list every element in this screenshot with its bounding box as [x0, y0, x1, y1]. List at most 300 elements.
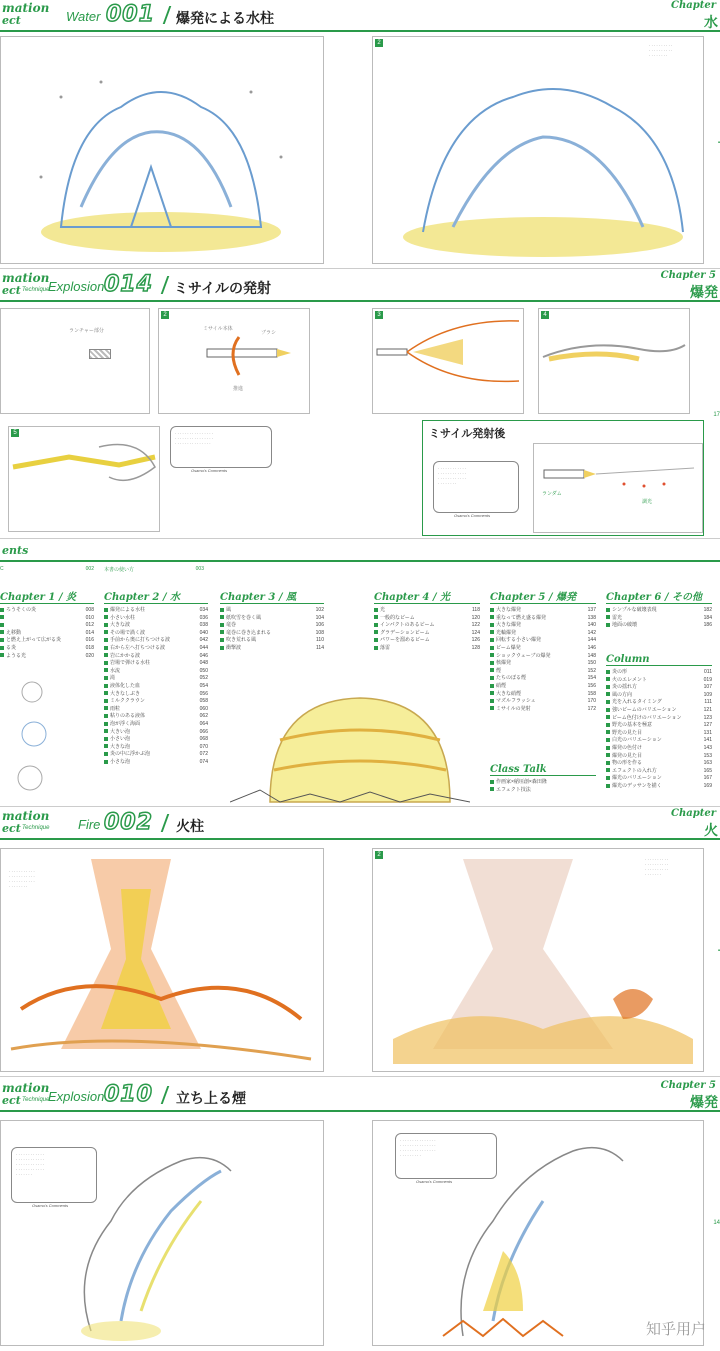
- bullet-icon: [104, 646, 108, 650]
- comments-label: Osamu's Comments: [454, 513, 491, 518]
- toc-entry-title: マズルフラッシュ: [496, 698, 536, 705]
- bullet-icon: [606, 738, 610, 742]
- toc-entry-title: 衝撃波: [226, 644, 242, 651]
- toc-entry-page: 170: [587, 698, 596, 705]
- toc-entry: [0, 637, 94, 645]
- category-label: Fire: [78, 817, 101, 832]
- missile-smoke-sketch: [539, 309, 689, 413]
- header-divider: [161, 1086, 170, 1104]
- toc-entry: [606, 669, 712, 677]
- toc-entry-page: 158: [587, 690, 596, 697]
- bullet-icon: [606, 730, 610, 734]
- toc-entry: [104, 668, 208, 676]
- toc-entry-title: 大きな波: [110, 622, 131, 629]
- toc-chapter-list: [220, 607, 324, 653]
- toc-entry: [490, 675, 596, 683]
- toc-entry-page: 140: [587, 622, 596, 629]
- toc-entry-page: 120: [471, 614, 480, 621]
- smoke-panel-2: [372, 1120, 704, 1346]
- bullet-icon: [104, 737, 108, 741]
- toc-entry-title: ようる光: [6, 652, 27, 659]
- toc-entry-page: 054: [199, 682, 208, 689]
- toc-entry-title: 光を入れるタイミング: [612, 699, 662, 706]
- bullet-icon: [606, 746, 610, 750]
- panel-label: ミサイル本体: [203, 326, 233, 332]
- missile-burst-sketch: [9, 427, 159, 531]
- toc-entry-page: 167: [703, 775, 712, 782]
- toc-entry-page: 118: [472, 607, 480, 613]
- toc-entry: [104, 683, 208, 691]
- toc-entry-page: 070: [199, 743, 208, 750]
- toc-entry-page: 146: [587, 644, 596, 651]
- toc-entry-title: その場で渦く波: [110, 629, 146, 636]
- chapter-label: Chapter: [671, 0, 716, 11]
- missile-panel-4: [538, 308, 690, 414]
- bullet-icon: [606, 761, 610, 765]
- bullet-icon: [490, 661, 494, 665]
- header-divider: [161, 814, 170, 832]
- panel-number: 5: [11, 429, 19, 437]
- toc-chapter-heading: Chapter 4 / 光: [374, 588, 480, 604]
- bullet-icon: [104, 608, 108, 612]
- bullet-icon: [220, 630, 224, 634]
- toc-chapter-heading: Chapter 6 / その他: [606, 588, 712, 604]
- toc-entry: [104, 675, 208, 683]
- bullet-icon: [220, 608, 224, 612]
- toc-entry: [606, 699, 712, 707]
- toc-entry-title: 吹き荒れる風: [226, 637, 257, 644]
- toc-entry-title: 白光のバリエーション: [612, 737, 662, 744]
- toc-chapter-heading: Chapter 1 / 炎: [0, 588, 94, 604]
- toc-entry-title: エフェクトの入れ方: [612, 767, 657, 774]
- bullet-icon: [374, 638, 378, 642]
- launcher-sketch: [89, 349, 111, 359]
- bullet-icon: [104, 653, 108, 657]
- bullet-icon: [374, 630, 378, 634]
- toc-entry-page: 128: [471, 644, 480, 651]
- missile-trail-sketch: [373, 309, 523, 413]
- toc-columns: [606, 654, 712, 791]
- explosion-dome-illustration: [230, 690, 470, 806]
- toc-entry-page: 010: [85, 614, 94, 621]
- toc-entry: [490, 622, 596, 630]
- toc-entry-title: 爆発の見た目: [612, 752, 643, 759]
- bullet-icon: [490, 787, 494, 791]
- entry-title: 立ち上る煙: [176, 1091, 246, 1107]
- bullet-icon: [220, 638, 224, 642]
- toc-howto-title: 本書の使い方: [104, 567, 135, 573]
- bullet-icon: [0, 608, 4, 612]
- watermark: 知乎用户: [645, 1320, 706, 1338]
- toc-entry-page: 104: [315, 614, 324, 621]
- toc-entry-page: 138: [587, 614, 596, 621]
- brand-line1: ents: [2, 544, 29, 557]
- bullet-icon: [0, 646, 4, 650]
- toc-entry-title: 落雷: [380, 644, 391, 651]
- toc-class-talk-heading: Class Talk: [490, 764, 596, 776]
- toc-entry-title: ビーム爆発: [496, 644, 521, 651]
- toc-entry-page: 150: [587, 660, 596, 667]
- toc-entry-page: 074: [199, 758, 208, 765]
- bullet-icon: [490, 638, 494, 642]
- toc-entry-title: 爆光のデッサンを描く: [612, 782, 662, 789]
- toc-entry-page: 038: [199, 622, 208, 629]
- comment-text: · · · · · · · · · · · · · · · · · · · · · · · · · · · · · · · · · · · · · · · · · · · ·: [438, 466, 467, 486]
- toc-entry-page: 143: [703, 744, 712, 751]
- toc-columns-heading: Column: [606, 654, 712, 666]
- bullet-icon: [104, 615, 108, 619]
- toc-entry-page: 011: [704, 669, 712, 675]
- chapter-label: Chapter 5: [660, 1080, 716, 1091]
- category-label: Explosion: [48, 279, 105, 294]
- missile-panel-1: [0, 308, 150, 414]
- toc-entry-page: 064: [199, 720, 208, 727]
- chapter-subject: 爆発: [690, 1095, 718, 1111]
- missile-panel-5: [8, 426, 160, 532]
- bullet-icon: [606, 776, 610, 780]
- toc-entry: [0, 607, 94, 615]
- missile-panel-2: [158, 308, 310, 414]
- toc-entry-title: 岩にかかる波: [110, 652, 141, 659]
- toc-entry-page: 142: [587, 629, 596, 636]
- bullet-icon: [104, 752, 108, 756]
- bullet-icon: [606, 723, 610, 727]
- toc-top-mid: [104, 566, 204, 573]
- toc-entry-page: 102: [315, 607, 324, 613]
- toc-entry: [104, 637, 208, 645]
- drawing-panel-2: [372, 36, 704, 264]
- toc-entry-title: 光輪爆発: [496, 629, 517, 636]
- toc-entry: [490, 691, 596, 699]
- toc-entry-title: 重なって燃え盛る爆発: [496, 614, 547, 621]
- toc-entry: [606, 737, 712, 745]
- toc-entry-title: え移動: [6, 629, 22, 636]
- toc-entry: [490, 698, 596, 706]
- toc-entry-page: 068: [199, 736, 208, 743]
- toc-entry: [374, 607, 480, 615]
- page-marker: ▪: [717, 140, 720, 146]
- page-number: 17: [713, 412, 720, 418]
- bullet-icon: [374, 608, 378, 612]
- spread-contents: [0, 540, 720, 807]
- entry-number: 010: [104, 1082, 153, 1107]
- comment-bubble: [395, 1133, 497, 1184]
- toc-entry: [104, 736, 208, 744]
- toc-chapter-list: [606, 607, 712, 630]
- comment-text: · · · · · · · · · · · · · · · · · · · · · · · · · · · · · · · · · · · · · · · · · · · · · · · · · · · · · · ·: [16, 1152, 45, 1177]
- toc-entry-title: 核爆発: [496, 660, 512, 667]
- bullet-icon: [490, 653, 494, 657]
- spread-water-001: [0, 0, 720, 269]
- toc-chapter-6: [606, 588, 712, 630]
- spread-header: [0, 0, 720, 32]
- toc-entry-page: 042: [199, 637, 208, 644]
- bullet-icon: [0, 638, 4, 642]
- toc-entry-title: 大きい泡: [110, 728, 131, 735]
- bullet-icon: [0, 623, 4, 627]
- toc-entry-title: 光: [380, 607, 386, 613]
- toc-entry: [606, 684, 712, 692]
- toc-entry-title: 竜巻: [226, 622, 237, 629]
- toc-entry-title: 手前から奥に打ちつける波: [110, 637, 170, 644]
- bullet-icon: [220, 615, 224, 619]
- toc-entry-page: 127: [703, 722, 712, 729]
- chapter-subject: 火: [704, 823, 718, 839]
- bullet-icon: [606, 692, 610, 696]
- bullet-icon: [104, 699, 108, 703]
- bullet-icon: [490, 706, 494, 710]
- toc-entry-page: 184: [703, 614, 712, 621]
- bullet-icon: [104, 676, 108, 680]
- comment-bubble: [170, 426, 272, 473]
- bullet-icon: [104, 623, 108, 627]
- brand-line1: mation: [2, 271, 50, 285]
- toc-entry-page: 172: [587, 705, 596, 712]
- toc-entry-page: 121: [703, 706, 712, 713]
- bullet-icon: [104, 760, 108, 764]
- toc-entry-title: 大きなしぶき: [110, 690, 141, 697]
- header-divider: [163, 6, 172, 24]
- toc-chapter-2: [104, 588, 208, 766]
- toc-entry-page: 062: [199, 713, 208, 720]
- smoke-puffs-illustration: [10, 678, 60, 804]
- inset-title: ミサイル発射後: [429, 427, 506, 440]
- toc-entry-page: 048: [199, 660, 208, 667]
- bullet-icon: [104, 638, 108, 642]
- toc-entry-title: シンプルな破壊表現: [612, 607, 657, 613]
- toc-class-talk: [490, 764, 596, 794]
- bullet-icon: [606, 623, 610, 627]
- toc-chapter-list: [0, 607, 94, 660]
- missile-sketch: [159, 309, 309, 413]
- toc-entry: [104, 607, 208, 615]
- comments-label: Osamu's Comments: [32, 1203, 69, 1208]
- toc-entry: [490, 645, 596, 653]
- fire-column-drawing-2: [373, 849, 703, 1071]
- bullet-icon: [606, 670, 610, 674]
- bullet-icon: [606, 768, 610, 772]
- toc-entry: [606, 760, 712, 768]
- toc-entry-title: 野光の見た目: [612, 729, 643, 736]
- toc-entry-title: 地面の破壊: [612, 622, 638, 629]
- toc-entry-page: 072: [199, 751, 208, 758]
- brand-line2: ect: [2, 14, 21, 27]
- toc-entry-title: ろうそくの炎: [6, 607, 37, 613]
- technique-label: Technique: [22, 1097, 50, 1103]
- toc-entry-title: たちのぼる煙: [496, 675, 527, 682]
- toc-class-talk-list: [490, 779, 596, 794]
- water-column-drawing-2: [373, 37, 703, 263]
- toc-entry-title: 爆光のバリエーション: [612, 775, 662, 782]
- bullet-icon: [606, 685, 610, 689]
- bullet-icon: [606, 677, 610, 681]
- bullet-icon: [606, 715, 610, 719]
- toc-entry-title: インパクトのあるビーム: [380, 622, 435, 629]
- toc-entry-page: 114: [316, 644, 324, 651]
- category-label: Water: [66, 9, 101, 24]
- toc-entry: [606, 722, 712, 730]
- toc-entry: [220, 622, 324, 630]
- toc-entry-title: 大きな爆発: [496, 622, 522, 629]
- panel-label: ランチャー部分: [69, 328, 104, 334]
- toc-entry-page: 163: [703, 760, 712, 767]
- toc-entry-title: 硝煙: [496, 682, 507, 689]
- toc-entry: [104, 721, 208, 729]
- toc-entry-page: 141: [703, 737, 712, 744]
- toc-entry-title: 爆発による水柱: [110, 607, 146, 613]
- toc-entry-title: 粘りのある液体: [110, 713, 146, 720]
- toc-entry-page: 036: [199, 614, 208, 621]
- toc-entry: [606, 745, 712, 753]
- spread-header: [0, 1080, 720, 1112]
- page-marker: ▪: [717, 948, 720, 954]
- toc-entry: [104, 691, 208, 699]
- toc-entry: [490, 683, 596, 691]
- inset-comment-bubble: [433, 461, 519, 518]
- toc-entry: [104, 645, 208, 653]
- toc-entry-page: 018: [85, 644, 94, 651]
- toc-entry-page: 156: [587, 682, 596, 689]
- bullet-icon: [0, 630, 4, 634]
- toc-entry: [374, 615, 480, 623]
- toc-entry-page: 046: [199, 652, 208, 659]
- toc-entry-title: 竜巻に巻き込まれる: [226, 629, 272, 636]
- bullet-icon: [490, 780, 494, 784]
- toc-chapter-4: [374, 588, 480, 653]
- toc-chapter-heading: Chapter 3 / 風: [220, 588, 324, 604]
- bullet-icon: [490, 699, 494, 703]
- toc-entry-page: 131: [703, 729, 712, 736]
- toc-entry: [104, 660, 208, 668]
- panel-number: 2: [161, 311, 169, 319]
- bullet-icon: [490, 608, 494, 612]
- toc-entry: [490, 660, 596, 668]
- bullet-icon: [220, 646, 224, 650]
- drawing-panel-1: [0, 36, 324, 264]
- toc-entry: [220, 645, 324, 653]
- comment-bubble: [11, 1147, 97, 1208]
- toc-entry-page: 058: [199, 698, 208, 705]
- toc-intro-title: C: [0, 566, 4, 572]
- panel-note: · · · · · · · · · · · · · · · · · · · · · · · · · · · · · · · · · · · · · · · · ·: [9, 869, 35, 889]
- toc-entry-page: 014: [85, 629, 94, 636]
- toc-entry-title: 雷光: [612, 614, 623, 621]
- toc-chapter-1: [0, 588, 94, 660]
- bullet-icon: [104, 691, 108, 695]
- toc-entry-page: 137: [587, 607, 596, 613]
- toc-entry: [104, 759, 208, 767]
- toc-entry-title: 水流: [110, 667, 121, 674]
- toc-entry: [606, 607, 712, 615]
- technique-label: Technique: [22, 825, 50, 831]
- panel-number: 4: [541, 311, 549, 319]
- toc-entry-title: 大きな硝煙: [496, 690, 522, 697]
- bullet-icon: [104, 630, 108, 634]
- panel-number: 2: [375, 39, 383, 47]
- toc-entry-title: エフェクト技法: [496, 786, 531, 793]
- toc-entry-page: 148: [587, 652, 596, 659]
- toc-chapter-list: [374, 607, 480, 653]
- bullet-icon: [490, 668, 494, 672]
- toc-entry: [374, 645, 480, 653]
- toc-entry-title: 岩場で弾ける水柱: [110, 660, 151, 667]
- comments-label: Osamu's Comments: [416, 1179, 453, 1184]
- toc-columns-list: [606, 669, 712, 791]
- spread-fire-002: [0, 808, 720, 1077]
- toc-entry: [606, 707, 712, 715]
- panel-number: 2: [375, 851, 383, 859]
- toc-entry: [374, 637, 480, 645]
- spread-header: [0, 808, 720, 840]
- toc-entry: [606, 783, 712, 791]
- brand-line1: mation: [2, 809, 50, 823]
- bullet-icon: [104, 668, 108, 672]
- entry-title: ミサイルの発射: [174, 281, 272, 297]
- water-column-drawing: [1, 37, 323, 263]
- bullet-icon: [606, 615, 610, 619]
- toc-entry: [104, 622, 208, 630]
- toc-entry: [490, 706, 596, 714]
- toc-entry-title: 炎の揺れ方: [612, 684, 638, 691]
- toc-entry: [0, 615, 94, 623]
- toc-entry: [490, 607, 596, 615]
- toc-entry-title: 大きな泡: [110, 743, 131, 750]
- toc-entry-page: 186: [703, 622, 712, 629]
- toc-entry-title: 一般的なビーム: [380, 614, 415, 621]
- toc-entry-page: 040: [199, 629, 208, 636]
- toc-top-left: [0, 566, 94, 572]
- toc-entry-title: 紙吹雪を巻く風: [226, 614, 262, 621]
- toc-entry-page: 110: [316, 637, 324, 644]
- toc-entry: [0, 622, 94, 630]
- toc-entry-page: 108: [315, 629, 324, 636]
- toc-entry-page: 111: [704, 699, 712, 706]
- toc-chapter-heading: Chapter 5 / 爆発: [490, 588, 596, 604]
- toc-entry-title: 回転する小さい爆発: [496, 637, 542, 644]
- bullet-icon: [374, 646, 378, 650]
- toc-entry-page: 050: [199, 667, 208, 674]
- header-divider: [161, 276, 170, 294]
- toc-entry-page: 019: [703, 676, 712, 683]
- toc-entry-title: 作画家×稲垣創×森田隆: [496, 779, 547, 785]
- toc-entry-title: ビーム色付けのバリエーション: [612, 714, 682, 721]
- toc-entry: [220, 607, 324, 615]
- bullet-icon: [0, 653, 4, 657]
- toc-entry-title: グラデーションビーム: [380, 629, 430, 636]
- toc-entry-page: 008: [85, 607, 94, 613]
- spread-explosion-014: [0, 270, 720, 539]
- toc-entry-title: 液体化した血: [110, 682, 141, 689]
- toc-entry-title: 強いビームのバリエーション: [612, 706, 677, 713]
- toc-entry: [104, 751, 208, 759]
- entry-number: 014: [104, 272, 153, 297]
- panel-number: 3: [375, 311, 383, 319]
- entry-number: 001: [106, 2, 155, 27]
- fire-panel-2: [372, 848, 704, 1072]
- smoke-panel-1: [0, 1120, 324, 1346]
- bullet-icon: [606, 700, 610, 704]
- toc-entry: [490, 779, 596, 787]
- toc-entry-title: 炎の形: [612, 669, 628, 675]
- bullet-icon: [104, 684, 108, 688]
- panel-label: ブラシ: [261, 330, 277, 336]
- toc-entry-page: 144: [587, 637, 596, 644]
- bullet-icon: [104, 722, 108, 726]
- brand-line2: ect: [2, 1094, 21, 1107]
- toc-entry-page: 124: [471, 629, 480, 636]
- toc-chapter-list: [490, 607, 596, 713]
- toc-entry: [220, 637, 324, 645]
